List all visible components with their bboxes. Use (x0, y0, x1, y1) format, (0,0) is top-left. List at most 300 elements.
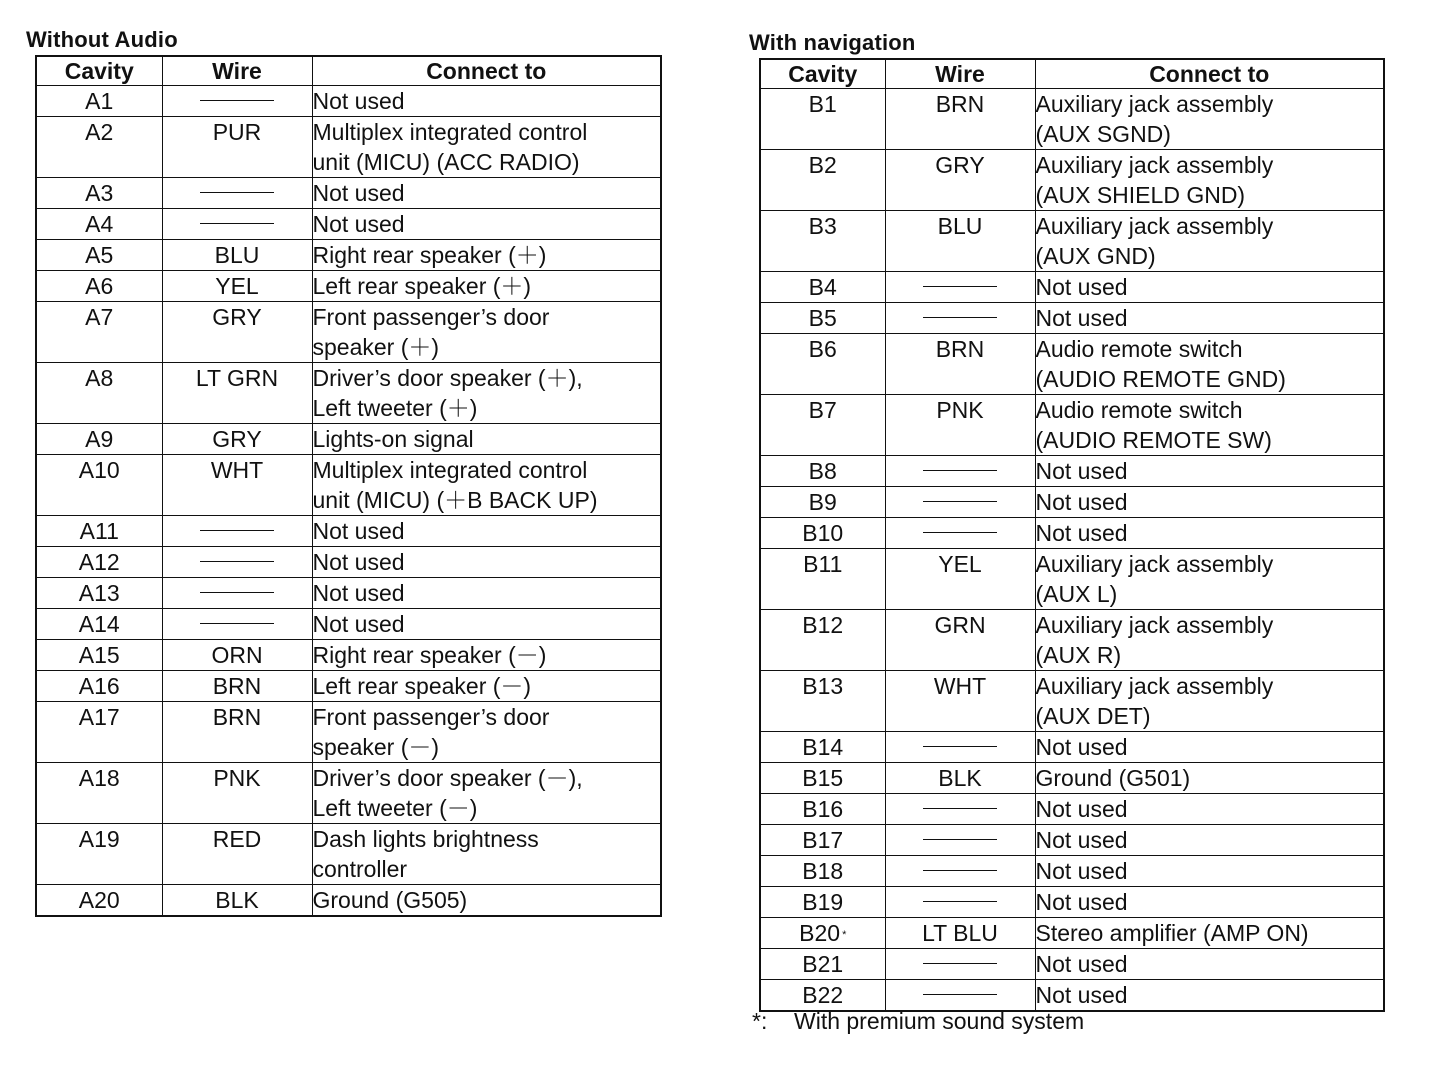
cavity-cell (36, 763, 162, 824)
no-wire-dash (923, 963, 997, 964)
cavity-cell (760, 395, 885, 456)
connect-to-cell (1035, 763, 1384, 794)
cavity-value: A1 (85, 88, 114, 114)
connect-to-cell (312, 271, 661, 302)
wire-cell (885, 395, 1035, 456)
table-row (36, 640, 661, 671)
cavity-value: B7 (808, 397, 837, 423)
connect-to-cell (312, 240, 661, 271)
wire-cell (885, 150, 1035, 211)
cavity-cell (760, 856, 885, 887)
table-row (36, 424, 661, 455)
connect-to-line: Not used (312, 580, 405, 606)
connect-to-cell (312, 209, 661, 240)
cavity-value: A11 (79, 518, 119, 544)
cavity-cell (36, 424, 162, 455)
cavity-value: B16 (802, 796, 844, 822)
wire-cell (885, 518, 1035, 549)
cavity-value: A3 (85, 180, 114, 206)
connect-to-line: Ground (G505) (312, 887, 468, 913)
no-wire-dash (923, 532, 997, 533)
cavity-cell (36, 240, 162, 271)
cavity-value: B18 (802, 858, 844, 884)
no-wire-dash (200, 561, 274, 562)
connect-to-line: Not used (1035, 982, 1128, 1008)
table-row (760, 518, 1384, 549)
cavity-value: B2 (808, 152, 837, 178)
header-wire: Wire (885, 59, 1035, 89)
connect-to-cell (1035, 980, 1384, 1012)
no-wire-dash (923, 286, 997, 287)
no-wire-dash (923, 746, 997, 747)
wire-cell (885, 949, 1035, 980)
cavity-value: A5 (85, 242, 114, 268)
table-row (760, 549, 1384, 610)
wire-color: BLK (938, 765, 982, 791)
wire-color: WHT (210, 457, 264, 483)
connect-to-line: Not used (312, 549, 405, 575)
connect-to-cell (1035, 487, 1384, 518)
wire-cell (885, 918, 1035, 949)
wire-color: BRN (935, 336, 985, 362)
cavity-cell (36, 455, 162, 516)
cavity-value: A9 (85, 426, 114, 452)
connect-to-line: Not used (1035, 458, 1128, 484)
wire-cell (885, 456, 1035, 487)
wire-color: BRN (212, 673, 262, 699)
wire-color: ORN (211, 642, 263, 668)
cavity-cell (760, 272, 885, 303)
connect-to-line: Multiplex integrated control (312, 457, 588, 483)
cavity-cell (36, 178, 162, 209)
wire-color: GRY (212, 304, 262, 330)
no-wire-dash (923, 994, 997, 995)
connect-to-line: Not used (1035, 827, 1128, 853)
connect-to-cell (1035, 334, 1384, 395)
table-row (760, 949, 1384, 980)
wire-color: PNK (213, 765, 261, 791)
wire-color: RED (212, 826, 262, 852)
cavity-value: B4 (808, 274, 837, 300)
connect-to-cell (312, 763, 661, 824)
connect-to-cell (312, 363, 661, 424)
wire-color: GRY (935, 152, 985, 178)
connect-to-cell (312, 824, 661, 885)
table-row (36, 885, 661, 917)
table-row (36, 455, 661, 516)
cavity-cell (760, 89, 885, 150)
wire-color: BRN (935, 91, 985, 117)
connect-to-line: Not used (312, 180, 405, 206)
connect-to-cell (312, 424, 661, 455)
header-connect-to: Connect to (1035, 59, 1384, 89)
cavity-cell (760, 732, 885, 763)
connect-to-line: (AUX L) (1035, 581, 1118, 607)
connect-to-line: (AUX R) (1035, 642, 1122, 668)
wire-cell (162, 671, 312, 702)
wire-cell (162, 178, 312, 209)
table-row (760, 918, 1384, 949)
cavity-value: A4 (85, 211, 114, 237)
no-wire-dash (923, 839, 997, 840)
wire-color: BLU (214, 242, 260, 268)
connect-to-line: Left rear speaker (－) (312, 673, 532, 699)
wire-cell (162, 702, 312, 763)
wire-color: LT GRN (195, 365, 279, 391)
cavity-cell (36, 86, 162, 117)
table-header-row (760, 59, 1384, 89)
cavity-cell (760, 980, 885, 1012)
connect-to-line: Auxiliary jack assembly (1035, 673, 1274, 699)
table-row (36, 671, 661, 702)
wire-cell (162, 640, 312, 671)
cavity-cell (36, 702, 162, 763)
cavity-cell (760, 610, 885, 671)
cavity-value: B17 (802, 827, 844, 853)
connect-to-line: Audio remote switch (1035, 397, 1243, 423)
table-row (36, 702, 661, 763)
cavity-cell (760, 334, 885, 395)
no-wire-dash (200, 100, 274, 101)
table-row (760, 887, 1384, 918)
no-wire-dash (200, 192, 274, 193)
connect-to-cell (312, 578, 661, 609)
cavity-value: B15 (802, 765, 844, 791)
cavity-cell (36, 671, 162, 702)
cavity-cell (36, 578, 162, 609)
cavity-value: A2 (85, 119, 114, 145)
table-row (36, 178, 661, 209)
cavity-cell (36, 302, 162, 363)
connect-to-line: (AUX DET) (1035, 703, 1151, 729)
wire-cell (885, 671, 1035, 732)
cavity-value: A17 (78, 704, 120, 730)
table-row (760, 303, 1384, 334)
table-row (760, 456, 1384, 487)
table-row (36, 609, 661, 640)
table-row (760, 825, 1384, 856)
connect-to-line: speaker (－) (312, 734, 440, 760)
table-row (36, 578, 661, 609)
cavity-value: B8 (808, 458, 837, 484)
wire-cell (162, 271, 312, 302)
connect-to-line: Auxiliary jack assembly (1035, 152, 1274, 178)
connect-to-line: Front passenger’s door (312, 704, 550, 730)
wire-color: GRN (934, 612, 986, 638)
connect-to-line: Right rear speaker (－) (312, 642, 547, 668)
connect-to-line: Stereo amplifier (AMP ON) (1035, 920, 1309, 946)
connect-to-line: Left rear speaker (＋) (312, 273, 532, 299)
cavity-value: B12 (802, 612, 844, 638)
table-row (760, 89, 1384, 150)
connect-to-cell (312, 178, 661, 209)
connect-to-line: Auxiliary jack assembly (1035, 213, 1274, 239)
table-row (760, 272, 1384, 303)
cavity-cell (760, 794, 885, 825)
wire-cell (162, 363, 312, 424)
connect-to-line: Dash lights brightness (312, 826, 539, 852)
connect-to-line: (AUDIO REMOTE SW) (1035, 427, 1272, 453)
wire-cell (885, 272, 1035, 303)
table-row (36, 117, 661, 178)
wire-cell (885, 334, 1035, 395)
connect-to-line: speaker (＋) (312, 334, 440, 360)
connect-to-line: Lights-on signal (312, 426, 474, 452)
without-audio-title: Without Audio (26, 27, 178, 52)
connect-to-line: Auxiliary jack assembly (1035, 91, 1274, 117)
connect-to-line: Left tweeter (＋) (312, 395, 478, 421)
table-row (36, 547, 661, 578)
cavity-cell (760, 518, 885, 549)
connect-to-cell (312, 702, 661, 763)
cavity-value: B1 (808, 91, 837, 117)
wire-cell (162, 885, 312, 917)
connect-to-cell (1035, 303, 1384, 334)
table-row (36, 363, 661, 424)
table-row (760, 395, 1384, 456)
cavity-value: B3 (808, 213, 837, 239)
table-row (36, 763, 661, 824)
cavity-cell (760, 918, 885, 949)
cavity-cell (760, 456, 885, 487)
connect-to-cell (1035, 918, 1384, 949)
cavity-cell (36, 209, 162, 240)
connect-to-line: controller (312, 856, 408, 882)
connect-to-line: Front passenger’s door (312, 304, 550, 330)
with-navigation-title: With navigation (749, 30, 916, 55)
connect-to-cell (1035, 518, 1384, 549)
table-row (760, 732, 1384, 763)
cavity-cell (760, 549, 885, 610)
cavity-cell (760, 825, 885, 856)
connect-to-cell (312, 640, 661, 671)
wire-cell (162, 516, 312, 547)
footnote (752, 1008, 1084, 1035)
no-wire-dash (200, 623, 274, 624)
table-row (760, 150, 1384, 211)
no-wire-dash (923, 870, 997, 871)
connect-to-line: Not used (312, 518, 405, 544)
cavity-value: B22 (802, 982, 844, 1008)
connect-to-line: unit (MICU) (＋B BACK UP) (312, 487, 598, 513)
connect-to-line: Not used (312, 88, 405, 114)
wire-color: YEL (938, 551, 982, 577)
footnote-marker: * (842, 929, 847, 941)
table-row (760, 487, 1384, 518)
table-row (760, 334, 1384, 395)
cavity-cell (760, 763, 885, 794)
cavity-value: A13 (78, 580, 120, 606)
table-row (36, 302, 661, 363)
connect-to-cell (1035, 456, 1384, 487)
wire-cell (885, 794, 1035, 825)
connect-to-line: Not used (1035, 951, 1128, 977)
table-row (760, 856, 1384, 887)
cavity-cell (36, 271, 162, 302)
connect-to-line: Not used (1035, 489, 1128, 515)
connect-to-line: Auxiliary jack assembly (1035, 612, 1274, 638)
table-row (36, 209, 661, 240)
connect-to-cell (1035, 732, 1384, 763)
cavity-cell (760, 211, 885, 272)
connect-to-line: unit (MICU) (ACC RADIO) (312, 149, 580, 175)
table-row (760, 763, 1384, 794)
cavity-cell (760, 487, 885, 518)
connect-to-line: Not used (312, 611, 405, 637)
cavity-value: B19 (802, 889, 844, 915)
without-audio-table (35, 55, 662, 917)
cavity-cell (36, 547, 162, 578)
cavity-cell (760, 150, 885, 211)
cavity-value: A15 (78, 642, 120, 668)
connect-to-cell (1035, 825, 1384, 856)
table-row (36, 824, 661, 885)
connect-to-line: Multiplex integrated control (312, 119, 588, 145)
wire-cell (885, 89, 1035, 150)
wire-cell (162, 547, 312, 578)
wire-cell (885, 763, 1035, 794)
connect-to-cell (1035, 272, 1384, 303)
connect-to-cell (312, 516, 661, 547)
header-cavity: Cavity (760, 59, 885, 89)
connect-to-line: Left tweeter (－) (312, 795, 478, 821)
cavity-value: B10 (802, 520, 844, 546)
cavity-cell (36, 117, 162, 178)
connect-to-cell (1035, 549, 1384, 610)
connect-to-cell (312, 547, 661, 578)
connect-to-line: Not used (1035, 796, 1128, 822)
connect-to-cell (1035, 949, 1384, 980)
cavity-value: B21 (802, 951, 844, 977)
wire-cell (162, 763, 312, 824)
wire-cell (885, 303, 1035, 334)
table-header-row (36, 56, 661, 86)
wire-cell (885, 980, 1035, 1012)
connect-to-line: (AUX SHIELD GND) (1035, 182, 1246, 208)
connect-to-cell (1035, 150, 1384, 211)
no-wire-dash (923, 317, 997, 318)
connect-to-line: (AUX SGND) (1035, 121, 1171, 147)
connect-to-line: Ground (G501) (1035, 765, 1191, 791)
cavity-value: A16 (78, 673, 120, 699)
connect-to-cell (1035, 610, 1384, 671)
cavity-value: B9 (808, 489, 837, 515)
table-row (760, 671, 1384, 732)
cavity-value: B5 (808, 305, 837, 331)
connect-to-cell (312, 117, 661, 178)
connect-to-line: Driver’s door speaker (－), (312, 765, 583, 791)
wire-cell (885, 610, 1035, 671)
cavity-cell (760, 671, 885, 732)
no-wire-dash (923, 501, 997, 502)
connect-to-line: Driver’s door speaker (＋), (312, 365, 583, 391)
header-cavity: Cavity (36, 56, 162, 86)
cavity-value: A8 (85, 365, 114, 391)
connect-to-cell (1035, 671, 1384, 732)
wire-cell (885, 211, 1035, 272)
cavity-value: B11 (803, 551, 843, 577)
wire-cell (162, 240, 312, 271)
connect-to-cell (312, 86, 661, 117)
wire-cell (885, 856, 1035, 887)
header-wire: Wire (162, 56, 312, 86)
cavity-value: A20 (78, 887, 120, 913)
table-row (36, 516, 661, 547)
cavity-cell (36, 609, 162, 640)
wire-cell (162, 302, 312, 363)
cavity-cell (36, 824, 162, 885)
cavity-cell (760, 887, 885, 918)
no-wire-dash (923, 470, 997, 471)
footnote-mark: *: (752, 1008, 768, 1034)
connect-to-cell (312, 885, 661, 917)
table-row (760, 610, 1384, 671)
connect-to-line: Not used (1035, 274, 1128, 300)
cavity-cell (36, 363, 162, 424)
header-connect-to: Connect to (312, 56, 661, 86)
connect-to-line: Right rear speaker (＋) (312, 242, 547, 268)
connect-to-line: Not used (1035, 889, 1128, 915)
wire-cell (162, 86, 312, 117)
wire-cell (885, 549, 1035, 610)
connect-to-cell (1035, 794, 1384, 825)
cavity-cell (36, 640, 162, 671)
wire-color: YEL (215, 273, 259, 299)
wire-color: BLK (215, 887, 259, 913)
wire-cell (885, 487, 1035, 518)
wire-color: BRN (212, 704, 262, 730)
table-row (36, 86, 661, 117)
no-wire-dash (923, 901, 997, 902)
cavity-value: A18 (78, 765, 120, 791)
wire-cell (162, 578, 312, 609)
connect-to-line: Not used (1035, 858, 1128, 884)
connect-to-line: (AUX GND) (1035, 243, 1156, 269)
connect-to-cell (312, 671, 661, 702)
wire-cell (162, 424, 312, 455)
table-row (36, 271, 661, 302)
connect-to-line: Auxiliary jack assembly (1035, 551, 1274, 577)
connect-to-cell (1035, 89, 1384, 150)
cavity-value: B20 (799, 920, 841, 946)
wire-cell (162, 824, 312, 885)
cavity-cell (36, 516, 162, 547)
no-wire-dash (200, 223, 274, 224)
with-navigation-table (759, 58, 1385, 1012)
table-row (760, 211, 1384, 272)
connect-to-cell (1035, 395, 1384, 456)
wire-color: PNK (936, 397, 984, 423)
wire-cell (162, 117, 312, 178)
cavity-value: B14 (802, 734, 844, 760)
table-row (760, 794, 1384, 825)
wire-cell (885, 887, 1035, 918)
wire-color: PUR (212, 119, 262, 145)
cavity-value: A10 (78, 457, 120, 483)
connect-to-line: (AUDIO REMOTE GND) (1035, 366, 1286, 392)
connect-to-cell (312, 609, 661, 640)
table-row (36, 240, 661, 271)
no-wire-dash (200, 530, 274, 531)
cavity-value: A19 (78, 826, 120, 852)
connect-to-line: Not used (312, 211, 405, 237)
footnote-text: With premium sound system (794, 1008, 1085, 1034)
wire-color: GRY (212, 426, 262, 452)
cavity-value: A12 (78, 549, 120, 575)
wire-color: BLU (937, 213, 983, 239)
no-wire-dash (923, 808, 997, 809)
cavity-value: B6 (808, 336, 837, 362)
